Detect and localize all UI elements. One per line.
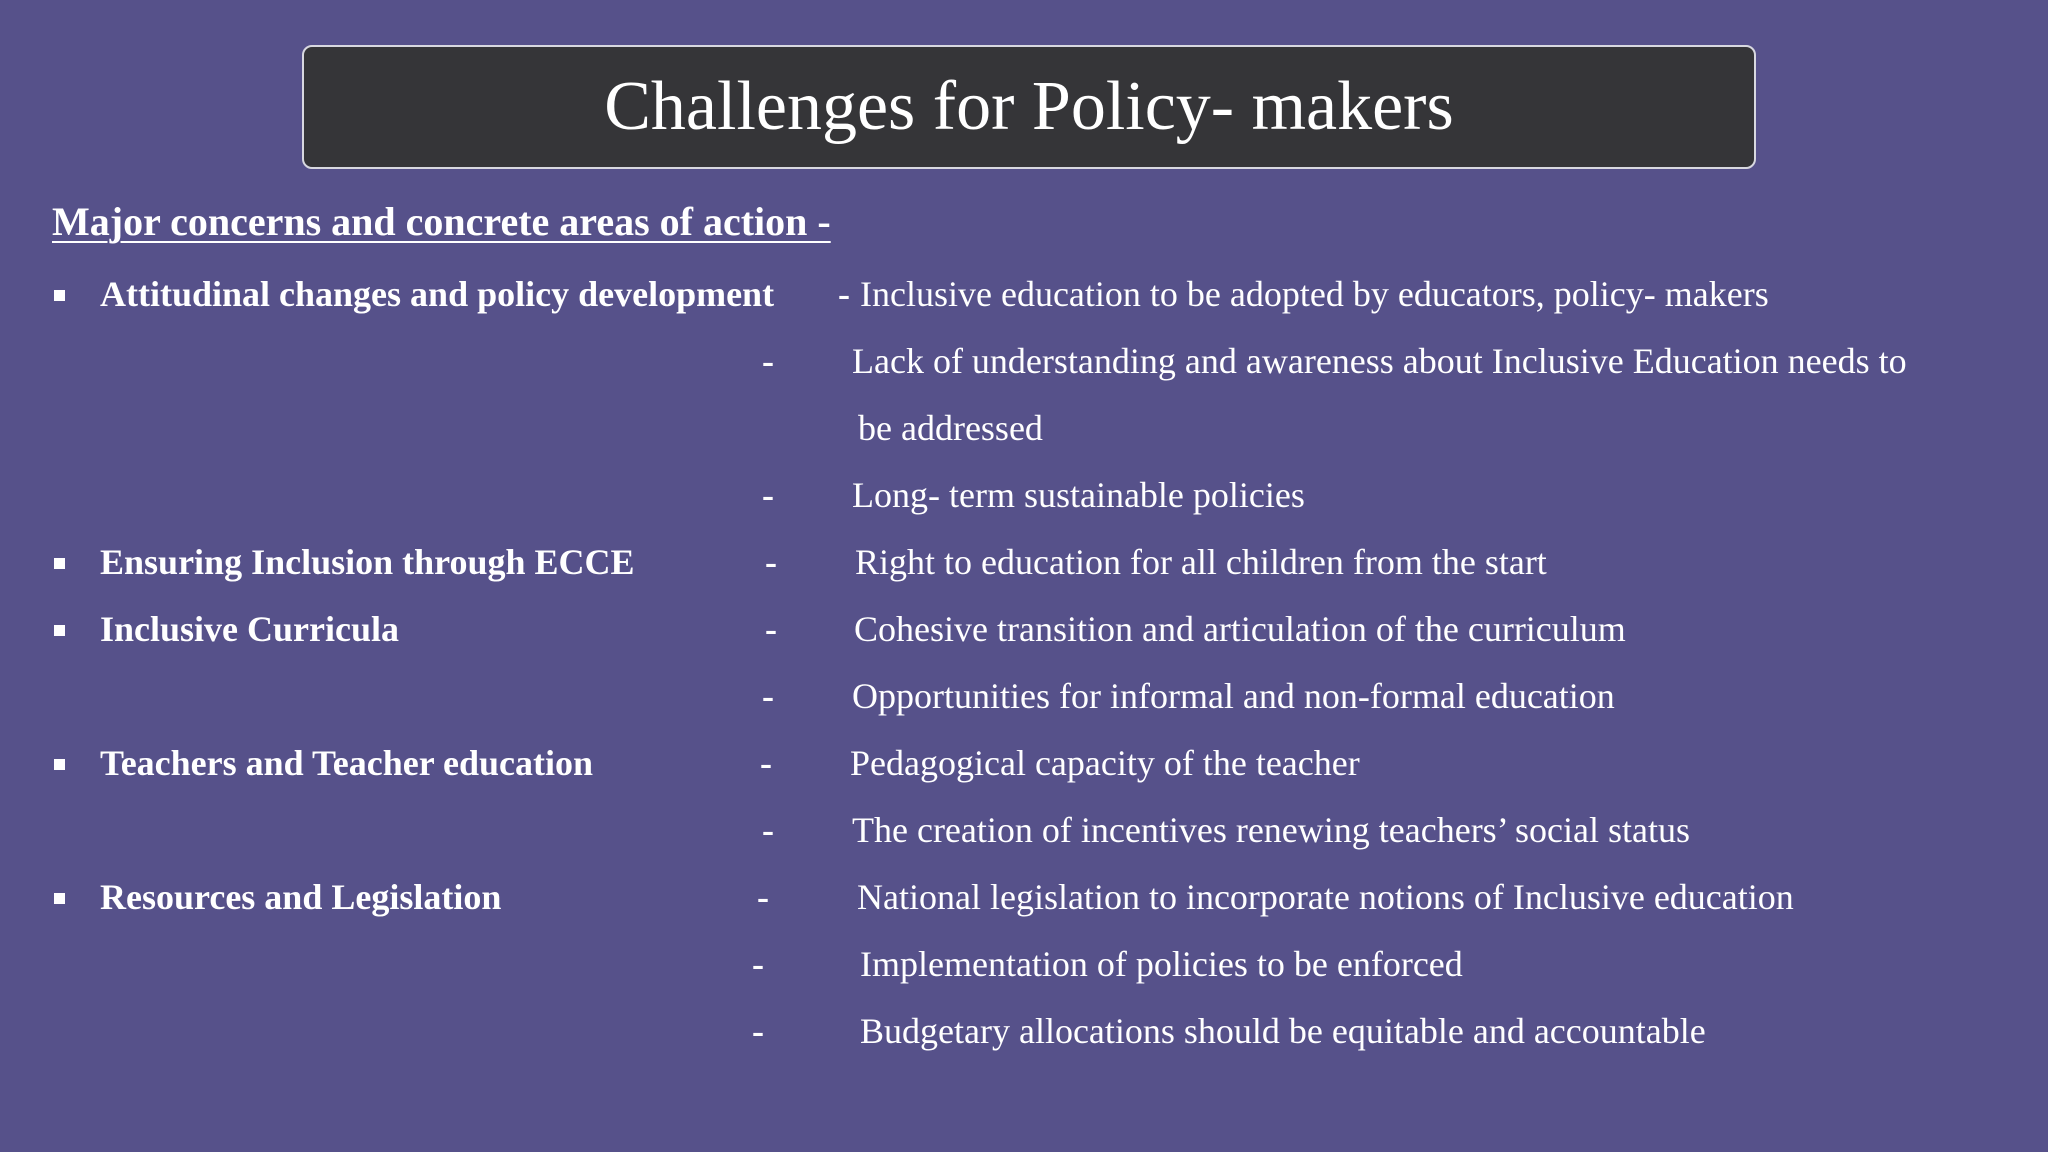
list-item-dash: -: [765, 542, 777, 582]
list-item-description: Inclusive education to be adopted by educators, policy- makers: [860, 274, 1769, 314]
list-item-description: be addressed: [858, 408, 1043, 448]
square-bullet-icon: [54, 893, 65, 904]
list-item-description: Cohesive transition and articulation of the curriculum: [854, 609, 1626, 649]
section-heading: Major concerns and concrete areas of action -: [52, 199, 831, 244]
list-item: [0, 465, 2048, 525]
list-item: [0, 331, 2048, 391]
title-box: [302, 45, 1756, 169]
list-item: [0, 264, 2048, 324]
list-item: [0, 800, 2048, 860]
list-item-description: Pedagogical capacity of the teacher: [850, 743, 1360, 783]
list-item-description: Long- term sustainable policies: [852, 475, 1305, 515]
list-item: [0, 934, 2048, 994]
list-item-dash: -: [765, 609, 777, 649]
list-item-dash: -: [762, 810, 774, 850]
slide-title: Challenges for Policy- makers: [604, 68, 1454, 145]
list-item-description: Lack of understanding and awareness about Inclusive Education needs to: [852, 341, 1907, 381]
list-item-dash: -: [757, 877, 769, 917]
list-item: [0, 666, 2048, 726]
square-bullet-icon: [54, 759, 65, 770]
list-item-description: Opportunities for informal and non-formal education: [852, 676, 1615, 716]
list-item: [0, 733, 2048, 793]
list-item-dash: -: [752, 944, 764, 984]
list-item-description: Budgetary allocations should be equitable and accountable: [860, 1011, 1706, 1051]
list-item-description: The creation of incentives renewing teachers’ social status: [852, 810, 1690, 850]
square-bullet-icon: [54, 290, 65, 301]
list-item-label: Resources and Legislation: [100, 877, 502, 917]
list-item-description: National legislation to incorporate notions of Inclusive education: [857, 877, 1794, 917]
list-item-description: Right to education for all children from the start: [855, 542, 1547, 582]
list-item-dash: -: [762, 676, 774, 716]
list-item: [0, 867, 2048, 927]
list-item-dash: -: [752, 1011, 764, 1051]
list-item-label: Inclusive Curricula: [100, 609, 400, 649]
list-item-continuation: [0, 398, 2048, 458]
list-item-dash: -: [838, 274, 850, 314]
list-item: [0, 532, 2048, 592]
list-item: [0, 599, 2048, 659]
list-item-dash: -: [762, 341, 774, 381]
square-bullet-icon: [54, 558, 65, 569]
list-item-label: Ensuring Inclusion through ECCE: [100, 542, 635, 582]
list-item-dash: -: [762, 475, 774, 515]
list-item-label: Attitudinal changes and policy development: [100, 274, 775, 314]
list-item: [0, 1001, 2048, 1061]
list-item-label: Teachers and Teacher education: [100, 743, 594, 783]
list-item-description: Implementation of policies to be enforced: [860, 944, 1463, 984]
list-item-dash: -: [760, 743, 772, 783]
square-bullet-icon: [54, 625, 65, 636]
